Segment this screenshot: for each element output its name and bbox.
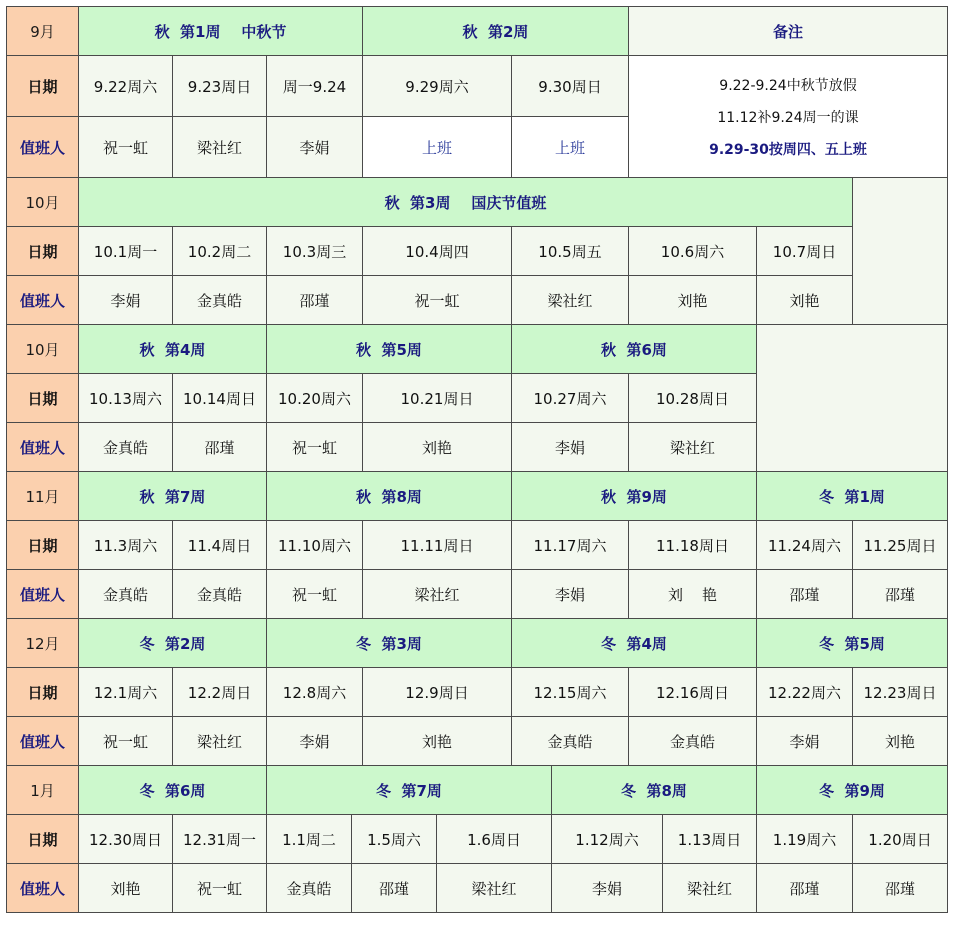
remark-header: 备注 xyxy=(628,6,948,56)
week-header: 秋 第7周 xyxy=(78,471,267,521)
date-cell: 12.22周六 xyxy=(756,667,853,717)
duty-cell: 梁社红 xyxy=(362,569,512,619)
date-cell: 1.19周六 xyxy=(756,814,853,864)
date-cell: 1.12周六 xyxy=(551,814,663,864)
date-cell: 9.30周日 xyxy=(511,55,629,117)
duty-row-label: 值班人 xyxy=(6,716,79,766)
duty-cell: 李娟 xyxy=(78,275,173,325)
duty-cell: 邵瑾 xyxy=(852,569,948,619)
date-cell: 10.5周五 xyxy=(511,226,629,276)
date-cell: 10.28周日 xyxy=(628,373,757,423)
duty-cell: 祝一虹 xyxy=(172,863,267,913)
date-cell: 10.20周六 xyxy=(266,373,363,423)
duty-cell: 邵瑾 xyxy=(351,863,437,913)
duty-row-label: 值班人 xyxy=(6,422,79,472)
week-header: 冬 第2周 xyxy=(78,618,267,668)
remark-note: 11.12补9.24周一的课 xyxy=(717,109,859,126)
date-cell: 11.11周日 xyxy=(362,520,512,570)
date-cell: 11.18周日 xyxy=(628,520,757,570)
duty-cell: 梁社红 xyxy=(172,116,267,178)
week-header: 冬 第1周 xyxy=(756,471,948,521)
duty-cell: 祝一虹 xyxy=(362,275,512,325)
duty-cell: 金真皓 xyxy=(628,716,757,766)
duty-cell: 梁社红 xyxy=(628,422,757,472)
date-row-label: 日期 xyxy=(6,55,79,117)
duty-cell: 祝一虹 xyxy=(266,569,363,619)
duty-cell: 梁社红 xyxy=(436,863,552,913)
date-cell: 11.24周六 xyxy=(756,520,853,570)
date-cell: 11.4周日 xyxy=(172,520,267,570)
month-cell: 9月 xyxy=(6,6,79,56)
date-cell: 12.16周日 xyxy=(628,667,757,717)
duty-cell: 金真皓 xyxy=(172,569,267,619)
duty-cell-work: 上班 xyxy=(511,116,629,178)
duty-cell: 李娟 xyxy=(511,569,629,619)
duty-cell: 李娟 xyxy=(756,716,853,766)
date-cell: 10.21周日 xyxy=(362,373,512,423)
week-header: 冬 第9周 xyxy=(756,765,948,815)
date-cell: 10.7周日 xyxy=(756,226,853,276)
month-cell: 1月 xyxy=(6,765,79,815)
duty-cell: 梁社红 xyxy=(662,863,757,913)
remark-note: 9.22-9.24中秋节放假 xyxy=(719,77,857,94)
date-cell: 12.1周六 xyxy=(78,667,173,717)
duty-cell: 祝一虹 xyxy=(78,116,173,178)
duty-cell: 金真皓 xyxy=(172,275,267,325)
remark-note: 9.29-30按周四、五上班 xyxy=(709,141,867,158)
duty-cell: 刘艳 xyxy=(362,716,512,766)
duty-cell: 金真皓 xyxy=(78,422,173,472)
duty-cell: 刘 艳 xyxy=(628,569,757,619)
week-header: 秋 第4周 xyxy=(78,324,267,374)
duty-cell: 金真皓 xyxy=(78,569,173,619)
date-cell: 10.13周六 xyxy=(78,373,173,423)
duty-cell: 祝一虹 xyxy=(266,422,363,472)
date-cell: 12.8周六 xyxy=(266,667,363,717)
date-cell: 10.14周日 xyxy=(172,373,267,423)
duty-cell: 梁社红 xyxy=(511,275,629,325)
duty-cell: 金真皓 xyxy=(511,716,629,766)
date-cell: 12.9周日 xyxy=(362,667,512,717)
duty-row-label: 值班人 xyxy=(6,116,79,178)
date-cell: 11.25周日 xyxy=(852,520,948,570)
date-row-label: 日期 xyxy=(6,226,79,276)
date-cell: 11.3周六 xyxy=(78,520,173,570)
blank-cell xyxy=(852,177,948,325)
date-cell: 1.6周日 xyxy=(436,814,552,864)
duty-cell: 刘艳 xyxy=(362,422,512,472)
week-header: 秋 第6周 xyxy=(511,324,757,374)
date-cell: 1.20周日 xyxy=(852,814,948,864)
date-cell: 10.3周三 xyxy=(266,226,363,276)
week-header: 秋 第9周 xyxy=(511,471,757,521)
week-header: 秋 第2周 xyxy=(362,6,629,56)
duty-cell: 梁社红 xyxy=(172,716,267,766)
date-cell: 10.4周四 xyxy=(362,226,512,276)
date-row-label: 日期 xyxy=(6,667,79,717)
date-cell: 9.23周日 xyxy=(172,55,267,117)
month-cell: 11月 xyxy=(6,471,79,521)
duty-cell: 邵瑾 xyxy=(756,863,853,913)
month-cell: 12月 xyxy=(6,618,79,668)
date-cell: 12.30周日 xyxy=(78,814,173,864)
duty-cell: 刘艳 xyxy=(756,275,853,325)
date-cell: 1.1周二 xyxy=(266,814,352,864)
duty-row-label: 值班人 xyxy=(6,863,79,913)
month-cell: 10月 xyxy=(6,324,79,374)
date-cell: 10.1周一 xyxy=(78,226,173,276)
duty-cell: 邵瑾 xyxy=(172,422,267,472)
duty-cell: 邵瑾 xyxy=(266,275,363,325)
date-cell: 12.15周六 xyxy=(511,667,629,717)
duty-cell: 刘艳 xyxy=(78,863,173,913)
date-cell: 12.23周日 xyxy=(852,667,948,717)
date-cell: 10.27周六 xyxy=(511,373,629,423)
date-cell: 周一9.24 xyxy=(266,55,363,117)
date-row-label: 日期 xyxy=(6,814,79,864)
duty-cell: 李娟 xyxy=(266,116,363,178)
week-header: 冬 第7周 xyxy=(266,765,552,815)
date-cell: 1.5周六 xyxy=(351,814,437,864)
duty-cell: 李娟 xyxy=(551,863,663,913)
remark-notes xyxy=(628,55,948,178)
date-cell: 12.2周日 xyxy=(172,667,267,717)
date-cell: 9.22周六 xyxy=(78,55,173,117)
date-cell: 9.29周六 xyxy=(362,55,512,117)
date-cell: 10.2周二 xyxy=(172,226,267,276)
duty-cell: 刘艳 xyxy=(628,275,757,325)
duty-cell: 邵瑾 xyxy=(852,863,948,913)
duty-cell: 金真皓 xyxy=(266,863,352,913)
week-header: 秋 第8周 xyxy=(266,471,512,521)
duty-row-label: 值班人 xyxy=(6,275,79,325)
week-header: 冬 第4周 xyxy=(511,618,757,668)
date-cell: 1.13周日 xyxy=(662,814,757,864)
week-header: 冬 第3周 xyxy=(266,618,512,668)
duty-cell: 祝一虹 xyxy=(78,716,173,766)
date-row-label: 日期 xyxy=(6,373,79,423)
blank-cell xyxy=(756,324,948,472)
date-row-label: 日期 xyxy=(6,520,79,570)
duty-cell: 李娟 xyxy=(266,716,363,766)
week-header: 秋 第3周 国庆节值班 xyxy=(78,177,853,227)
date-cell: 10.6周六 xyxy=(628,226,757,276)
week-header: 冬 第6周 xyxy=(78,765,267,815)
week-header: 冬 第8周 xyxy=(551,765,757,815)
date-cell: 11.17周六 xyxy=(511,520,629,570)
month-cell: 10月 xyxy=(6,177,79,227)
date-cell: 11.10周六 xyxy=(266,520,363,570)
duty-cell: 刘艳 xyxy=(852,716,948,766)
duty-row-label: 值班人 xyxy=(6,569,79,619)
week-header: 秋 第5周 xyxy=(266,324,512,374)
duty-cell-work: 上班 xyxy=(362,116,512,178)
duty-cell: 邵瑾 xyxy=(756,569,853,619)
duty-cell: 李娟 xyxy=(511,422,629,472)
week-header: 秋 第1周 中秋节 xyxy=(78,6,363,56)
week-header: 冬 第5周 xyxy=(756,618,948,668)
date-cell: 12.31周一 xyxy=(172,814,267,864)
